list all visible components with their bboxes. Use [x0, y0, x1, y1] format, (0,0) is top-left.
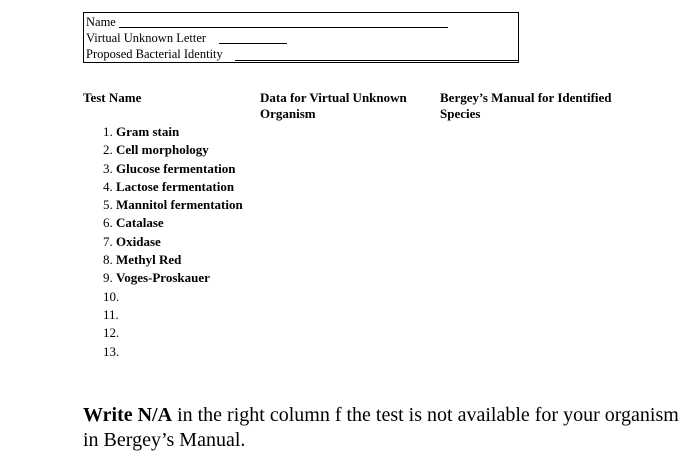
- bergeys-header: Bergey’s Manual for Identified Species: [440, 90, 612, 121]
- test-item: 12.: [103, 325, 120, 341]
- test-list: [103, 123, 243, 361]
- test-item: 11.: [103, 306, 119, 322]
- virtual-data-header: Data for Virtual Unknown Organism: [260, 90, 407, 121]
- test-item: 1. Gram stain: [103, 124, 180, 139]
- test-item: 2. Cell morphology: [103, 142, 209, 158]
- bacterial-identity-label: Proposed Bacterial Identity: [86, 47, 223, 61]
- test-item: 8. Methyl Red: [103, 252, 182, 268]
- unknown-letter-blank[interactable]: [219, 43, 287, 44]
- test-item: 6. Catalase: [103, 215, 164, 231]
- test-item: 7. Oxidase: [103, 233, 161, 249]
- test-item: 9. Voges-Proskauer: [103, 270, 210, 286]
- name-blank[interactable]: [119, 27, 448, 28]
- test-item: 5. Mannitol fermentation: [103, 197, 243, 213]
- student-info-box: [83, 12, 519, 63]
- note-text: in the right column f the test is not available for your organism in Bergey’s Manual.: [83, 404, 679, 451]
- test-name-header: Test Name: [83, 90, 142, 105]
- test-item: 10.: [103, 288, 120, 304]
- test-item: 4. Lactose fermentation: [103, 178, 235, 194]
- name-label: Name: [86, 15, 116, 29]
- test-item: 13.: [103, 343, 120, 359]
- unknown-letter-label: Virtual Unknown Letter: [86, 31, 207, 45]
- instruction-note: [83, 403, 683, 453]
- note-lead: Write N/A: [83, 404, 173, 426]
- test-item: 3. Glucose fermentation: [103, 160, 236, 176]
- bacterial-identity-blank[interactable]: [235, 60, 518, 61]
